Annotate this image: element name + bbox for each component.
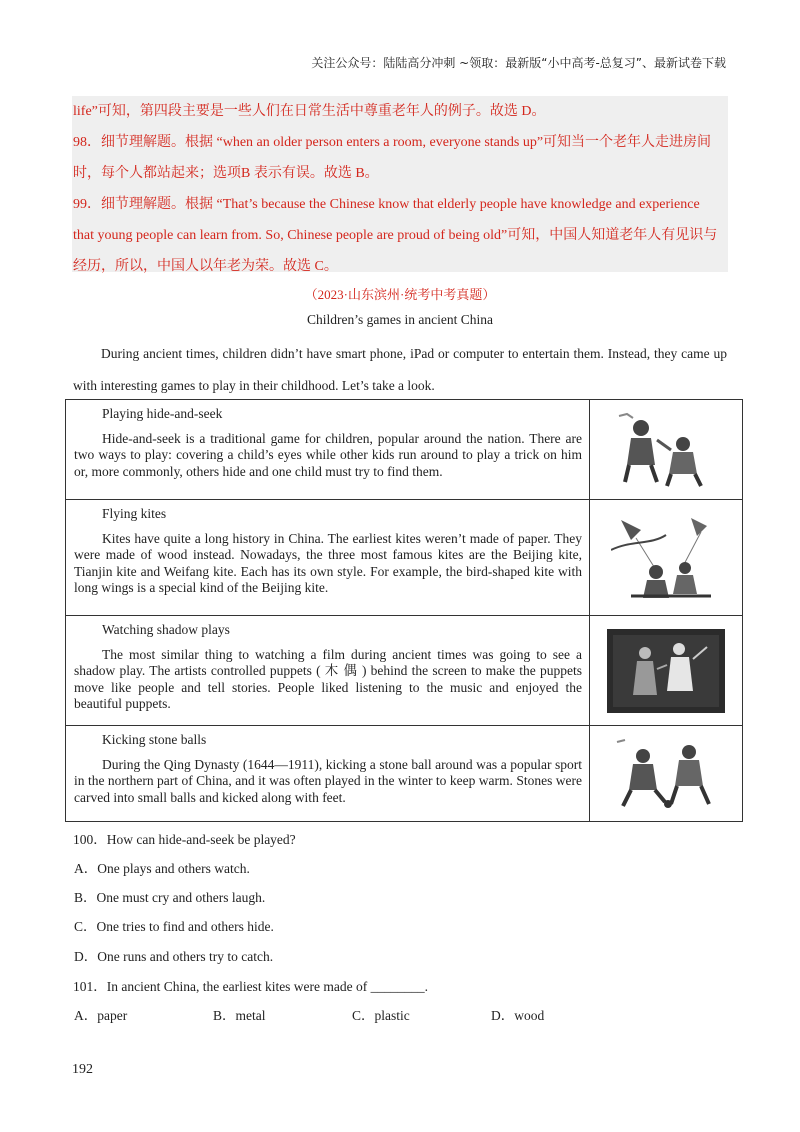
game-row-hide-and-seek — [66, 400, 743, 500]
answer-line: 时，每个人都站起来；选项B 表示有误。故选 B。 — [73, 166, 379, 181]
page-number: 192 — [72, 1062, 93, 1077]
game-row-stone-balls — [66, 726, 743, 822]
game-body: Hide-and-seek is a traditional game for children, popular around the nation. There are two ways to play: covering a child’s eyes while other kids run around to play a trick on him or, more commonly, others hide and one child must try to find them. — [74, 430, 582, 479]
question-100-option-c[interactable]: C．One tries to find and others hide. — [74, 919, 274, 934]
game-text-cell — [66, 616, 590, 726]
question-100-option-d[interactable]: D．One runs and others try to catch. — [74, 949, 274, 964]
intro-text: During ancient times, children didn’t have smart phone, iPad or computer to entertain them. Instead, they came up with interesting games to play in their childhood. Let’s take a look. — [73, 346, 727, 393]
question-101-option-c[interactable]: C．plastic — [352, 1008, 410, 1023]
game-text-cell — [66, 726, 590, 822]
game-row-flying-kites — [66, 500, 743, 616]
flying-kites-image — [611, 510, 721, 606]
exam-source: （2023·山东滨州·统考中考真题） — [304, 287, 496, 302]
question-100-option-a[interactable]: A．One plays and others watch. — [74, 861, 250, 876]
question-101-stem: 101．In ancient China, the earliest kites were made of ________. — [73, 979, 429, 994]
hide-and-seek-illustration — [590, 400, 743, 500]
question-101-options — [74, 1004, 630, 1024]
stone-balls-image — [611, 734, 721, 814]
question-101-option-b[interactable]: B．metal — [213, 1008, 266, 1023]
answer-line: 99．细节理解题。根据 “That’s because the Chinese know that elderly people have knowledge and experience — [73, 197, 700, 212]
game-title: Flying kites — [102, 506, 167, 521]
game-body: The most similar thing to watching a film during ancient times was going to see a shadow play. The artists controlled puppets ( 木 偶 ) behind the screen to make the puppets move like people and tell stories. People liked listening to the music and enjoyed the beautiful puppets. — [74, 646, 582, 711]
games-table — [65, 399, 743, 822]
game-body: Kites have quite a long history in China. The earliest kites weren’t made of paper. They were made of wood instead. Nowadays, the three most famous kites are the Beijing kite, Tianjin kite and Weifang kite. Each has its own style. For example, the bird-shaped kite with long wings is a special kind of the Beijing kite. — [74, 530, 582, 595]
game-title: Playing hide-and-seek — [102, 406, 223, 421]
game-title: Kicking stone balls — [102, 732, 207, 747]
answer-line: 经历，所以，中国人以年老为荣。故选 C。 — [73, 259, 338, 274]
passage-intro — [73, 338, 727, 402]
question-100-option-b[interactable]: B．One must cry and others laugh. — [74, 890, 266, 905]
flying-kites-illustration — [590, 500, 743, 616]
question-101-option-d[interactable]: D．wood — [491, 1008, 545, 1023]
answer-line: that young people can learn from. So, Chinese people are proud of being old”可知，中国人知道老年人有见识与 — [73, 228, 718, 243]
stone-balls-illustration — [590, 726, 743, 822]
game-title: Watching shadow plays — [102, 622, 230, 637]
passage-title: Children’s games in ancient China — [307, 312, 493, 327]
page-header: 关注公众号：陆陆高分冲刺 ~领取：最新版“小中高考-总复习”、最新试卷下载 — [311, 56, 726, 70]
question-100-stem: 100．How can hide-and-seek be played? — [73, 832, 296, 847]
answer-line: 98．细节理解题。根据 “when an older person enters a room, everyone stands up”可知当一个老年人走进房间 — [73, 135, 712, 150]
answer-explanation-box — [72, 96, 728, 272]
shadow-play-image — [607, 629, 725, 713]
game-body: During the Qing Dynasty (1644—1911), kicking a stone ball around was a popular sport in the northern part of China, and it was often played in the winter to keep warm. Stones were carved into small balls and kicked along with feet. — [74, 756, 582, 805]
answer-line: life”可知，第四段主要是一些人们在日常生活中尊重老年人的例子。故选 D。 — [73, 104, 546, 119]
game-row-shadow-plays — [66, 616, 743, 726]
hide-and-seek-image — [611, 410, 721, 490]
game-text-cell — [66, 400, 590, 500]
shadow-play-illustration — [590, 616, 743, 726]
question-101-option-a[interactable]: A．paper — [74, 1008, 128, 1023]
game-text-cell — [66, 500, 590, 616]
